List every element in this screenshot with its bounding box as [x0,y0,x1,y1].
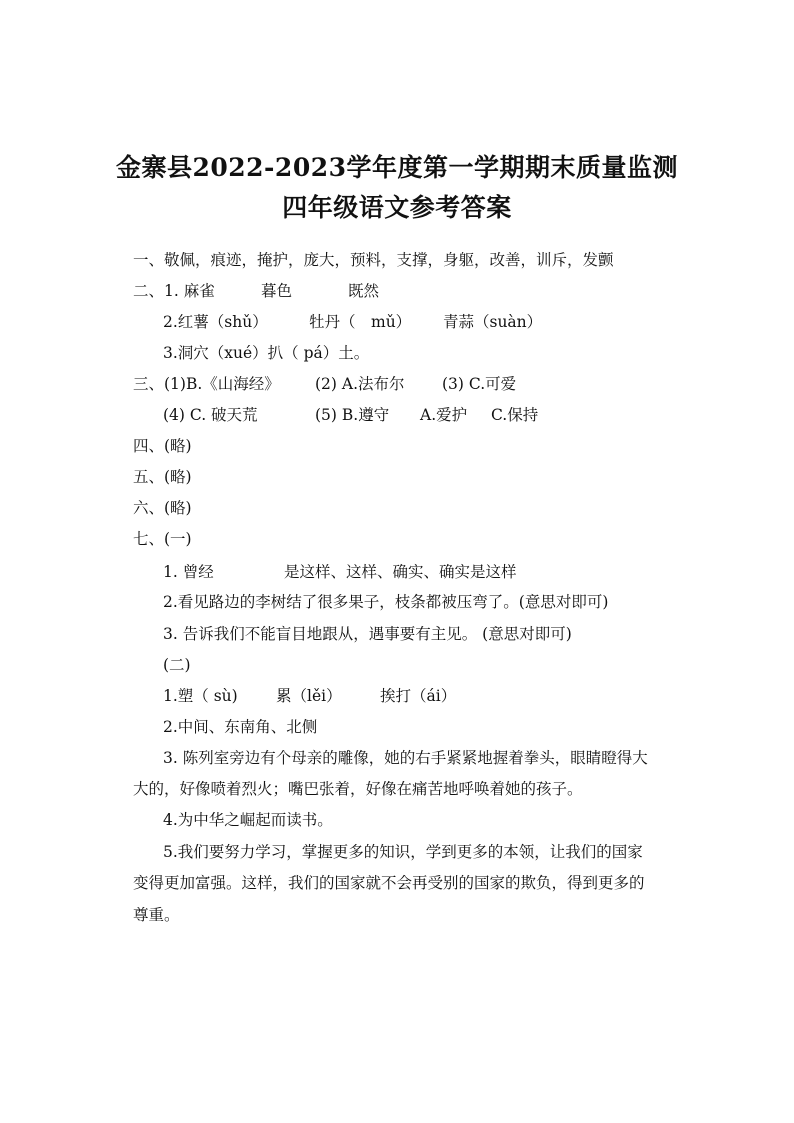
section-2-line-1 [133,281,380,301]
s7-part2-line-5b: 变得更加富强。这样，我们的国家就不会再受别的国家的欺负，得到更多的 [133,874,645,892]
s7-part2-line-1 [163,686,457,706]
section-3-line-1 [133,374,517,394]
s7-part2-line-5a: 5.我们要努力学习，掌握更多的知识，学到更多的本领，让我们的国家 [163,843,643,861]
section-4: 四、(略) [133,437,192,455]
s7-part2-line-3a: 3. 陈列室旁边有个母亲的雕像，她的右手紧紧地握着拳头，眼睛瞪得大 [163,749,648,767]
s3-item-2: (2) A.法布尔 [315,375,405,393]
s2-answer-1: 二、1. 麻雀 [133,282,215,300]
s7-p1-answer-a: 1. 曾经 [163,563,214,581]
s2-answer-3: 既然 [348,282,380,300]
s7-part1-line-3: 3. 告诉我们不能盲目地跟从，遇事要有主见。 (意思对即可) [163,625,572,643]
s7-part1-line-2: 2.看见路边的李树结了很多果子，枝条都被压弯了。(意思对即可) [163,593,609,611]
s3-item-1: 三、(1)B.《山海经》 [133,375,280,393]
s7-q1-b: 累（lěi） [276,687,342,705]
s7-part2-line-4: 4.为中华之崛起而读书。 [163,811,333,829]
section-3-line-2 [163,405,539,425]
s3-item-5: (5) B.遵守 [315,406,390,424]
s7-part2-line-5c: 尊重。 [133,906,180,924]
section-5: 五、(略) [133,468,192,486]
s7-q1-a: 1.塑（ sù) [163,687,238,705]
s7-p1-answer-b: 是这样、这样、确实、确实是这样 [284,563,517,581]
title-line-1: 金寨县2022-2023学年度第一学期期末质量监测 [115,153,679,182]
section-1-answers: 一、敬佩，痕迹，掩护，庞大，预料，支撑，身躯，改善，训斥，发颤 [133,251,614,269]
s2-pinyin-2: 牡丹（ mǔ） [309,313,412,331]
section-2-line-2 [163,312,543,332]
s2-pinyin-3: 青蒜（suàn） [443,313,543,331]
s3-item-5c: C.保持 [491,406,539,424]
section-6: 六、(略) [133,499,192,517]
s2-answer-2: 暮色 [261,282,293,300]
title-line-2: 四年级语文参考答案 [282,193,512,222]
section-2-line-3: 3.洞穴（xué）扒（ pá）土。 [163,344,370,362]
s7-part2-line-2: 2.中间、东南角、北侧 [163,718,318,736]
s2-pinyin-1: 2.红薯（shǔ） [163,313,268,331]
s3-item-3: (3) C.可爱 [442,375,517,393]
s7-q1-c: 挨打（ái） [380,687,457,705]
s3-item-5b: A.爱护 [420,406,468,424]
s3-item-4: (4) C. 破天荒 [163,406,258,424]
s7-part2-line-3b: 大的，好像喷着烈火；嘴巴张着，好像在痛苦地呼唤着她的孩子。 [133,780,583,798]
section-7-heading: 七、(一) [133,530,192,548]
s7-part1-line-1 [163,562,517,582]
s7-part2-heading: (二) [163,656,191,674]
